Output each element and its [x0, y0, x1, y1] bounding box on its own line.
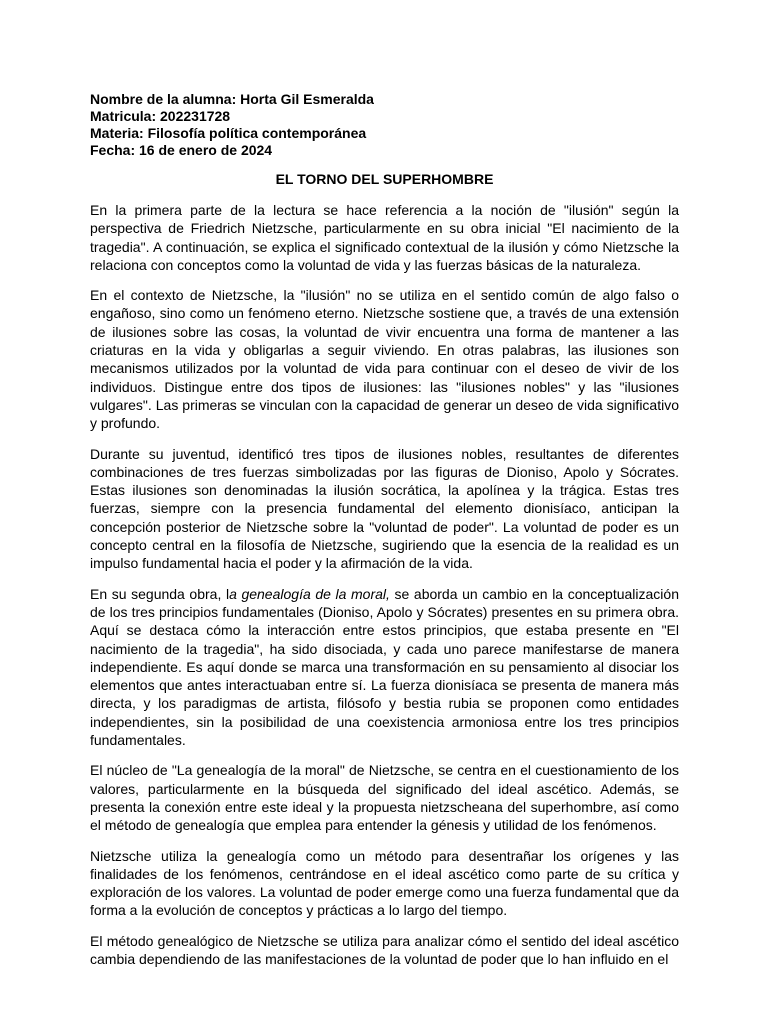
paragraph-6: Nietzsche utiliza la genealogía como un método para desentrañar los orígenes y las finalidades de los fenómenos, centrándose en el ideal ascético como parte de su crítica y exploración de los valores. La voluntad de poder emerge como una fuerza fundamental que da forma a la evolución de conceptos y prácticas a lo largo del tiempo.	[90, 847, 679, 919]
student-name: Nombre de la alumna: Horta Gil Esmeralda	[90, 91, 374, 107]
student-id: Matricula: 202231728	[90, 108, 231, 124]
paragraph-4-book-title: a genealogía de la moral,	[229, 585, 390, 602]
date: Fecha: 16 de enero de 2024	[90, 142, 273, 158]
paragraph-7: El método genealógico de Nietzsche se utiliza para analizar cómo el sentido del ideal ascético cambia dependiendo de las manifestaciones de la voluntad de poder que lo han influido en el	[90, 932, 679, 967]
paragraph-5: El núcleo de "La genealogía de la moral" de Nietzsche, se centra en el cuestionamiento de los valores, particularmente en la búsqueda del significado del ideal ascético. Además, se presenta la conexión entre este ideal y la propuesta nietzscheana del superhombre, así como el método de genealogía que emplea para entender la génesis y utilidad de los fenómenos.	[90, 762, 679, 834]
paragraph-4-lead: En su segunda obra, l	[90, 585, 230, 602]
document-body	[90, 91, 679, 980]
paragraph-1: En la primera parte de la lectura se hace referencia a la noción de "ilusión" según la perspectiva de Friedrich Nietzsche, particularmente en su obra inicial "El nacimiento de la tragedia". A continuación, se explica el significado contextual de la ilusión y cómo Nietzsche la relaciona con conceptos como la voluntad de vida y las fuerzas básicas de la naturaleza.	[90, 202, 679, 273]
paragraph-4	[90, 585, 679, 750]
subject: Materia: Filosofía política contemporánea	[90, 125, 367, 141]
document-title: EL TORNO DEL SUPERHOMBRE	[275, 171, 494, 187]
paragraph-4-rest: se aborda un cambio en la conceptualización de los tres principios fundamentales (Dioniso, Apolo y Sócrates) presentes en su primera obra. Aquí se destaca cómo la interacción entre estos principios, que estaba presente en "El nacimiento de la tragedia", ha sido disociada, y cada uno parece manifestarse de manera independiente. Es aquí donde se marca una transformación en su pensamiento al disociar los elementos que antes interactuaban entre sí. La fuerza dionisíaca se presenta de manera más directa, y los paradigmas de artista, filósofo y bestia rubia se proponen como entidades independientes, sin la posibilidad de una coexistencia armoniosa entre los tres principios fundamentales.	[90, 585, 679, 749]
paragraph-2: En el contexto de Nietzsche, la "ilusión" no se utiliza en el sentido común de algo falso o engañoso, sino como un fenómeno eterno. Nietzsche sostiene que, a través de una extensión de ilusiones sobre las cosas, la voluntad de vivir encuentra una forma de mantener a las criaturas en la vida y obligarlas a seguir viviendo. En otras palabras, las ilusiones son mecanismos utilizados por la voluntad de vida para continuar con el deseo de vivir de los individuos. Distingue entre dos tipos de ilusiones: las "ilusiones nobles" y las "ilusiones vulgares". Las primeras se vinculan con la capacidad de generar un deseo de vida significativo y profundo.	[90, 287, 679, 432]
paragraph-3: Durante su juventud, identificó tres tipos de ilusiones nobles, resultantes de diferentes combinaciones de tres fuerzas simbolizadas por las figuras de Dioniso, Apolo y Sócrates. Estas ilusiones son denominadas la ilusión socrática, la apolínea y la trágica. Estas tres fuerzas, siempre con la presencia fundamental del elemento dionisíaco, anticipan la concepción posterior de Nietzsche sobre la "voluntad de poder". La voluntad de poder es un concepto central en la filosofía de Nietzsche, sugiriendo que la esencia de la realidad es un impulso fundamental hacia el poder y la afirmación de la vida.	[90, 445, 679, 572]
